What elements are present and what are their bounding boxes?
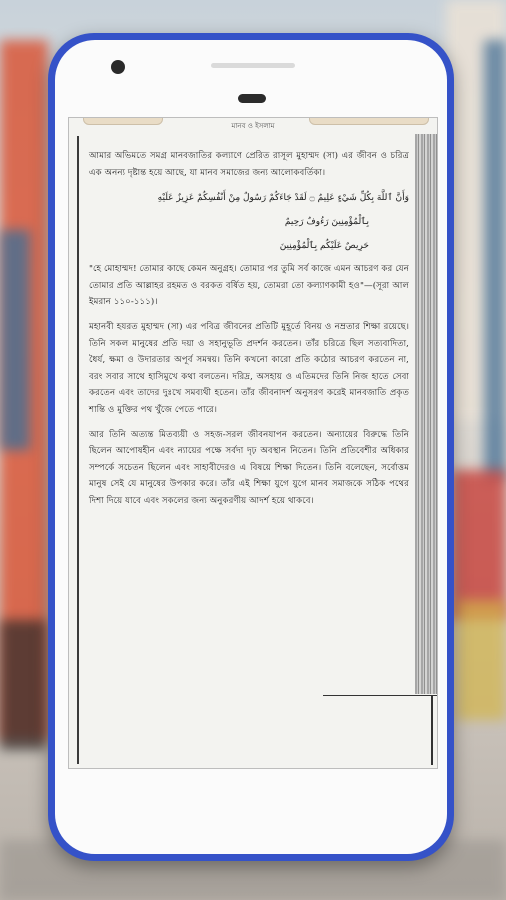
paragraph: আমার অভিমতে সমগ্র মানবজাতির কল্যাণে প্রেরিত রাসূল মুহাম্মদ (সা) এর জীবন ও চরিত্র এক অনন্য দৃষ্টান্ত হয়ে আছে, যা মানব সমাজের জন্য আলোকবর্তিকা। [89,151,409,178]
background-blur [0,620,46,750]
background-blur [484,40,506,480]
arabic-verse: حَرِيصٌ عَلَيْكُم بِٱلْمُؤْمِنِينَ [279,241,369,252]
front-camera-icon [111,60,125,74]
page-margin-rule [77,136,79,764]
paragraph: "হে মোহাম্মদ! তোমার কাছে কেমন অনুগ্রহ। তোমার পর তুমি সর্ব কাজে এমন আচরণ কর যেন তোমার প্রতি আল্লাহর রহমত ও বরকত বর্ষিত হয়, তোমরা তো কল্যাণকামী হও"—(সূরা আল ইমরান ১১০-১১১)। [89,264,409,308]
arabic-verse: بِٱلْمُؤْمِنِينَ رَءُوفٌ رَحِيمٌ [284,217,369,228]
paragraph: আর তিনি অত্যন্ত মিতব্যয়ী ও সহজ-সরল জীবনযাপন করতেন। অন্যায়ের বিরুদ্ধে তিনি ছিলেন আপোষহীন এবং ন্যায়ের পক্ষে সর্বদা দৃঢ় অবস্থান নিতেন। তিনি প্রতিবেশীর অধিকার সম্পর্কে সচেতন ছিলেন এবং সাহাবীদেরও এ বিষয়ে শিক্ষা দিতেন। তিনি বলেছেন, সর্বোত্তম মানুষ সেই যে মানুষের উপকার করে। তাঁর এই শিক্ষা যুগে যুগে মানব সমাজকে সঠিক পথের দিশা দিয়ে যাবে এবং সকলের জন্য অনুকরণীয় আদর্শ হয়ে থাকবে। [89,429,409,506]
page-body [89,148,409,518]
scan-edge-shadow [415,134,437,694]
background-blur [456,600,506,720]
background-blur [0,230,30,450]
page-header: মানব ও ইসলাম [231,122,275,130]
paragraph: মহানবী হযরত মুহাম্মদ (সা) এর পবিত্র জীবনের প্রতিটি মুহূর্তে বিনয় ও নম্রতার শিক্ষা রয়েছে। তিনি সকল মানুষের প্রতি দয়া ও সহানুভূতি প্রদর্শন করতেন। তাঁর চরিত্রে ছিল সত্যবাদিতা, ধৈর্য, ক্ষমা ও উদারতার অপূর্ব সমন্বয়। তিনি কখনো কারো প্রতি কঠোর আচরণ করতেন না, বরং সবার সাথে হাসিমুখে কথা বলতেন। দরিদ্র, অসহায় ও এতিমদের তিনি নিজ হাতে সেবা করতেন এবং তাদের দুঃখে সমব্যথী হতেন। তাঁর জীবনাদর্শ অনুসরণ করেই মানবজাতি প্রকৃত শান্তি ও মুক্তির পথ খুঁজে পেতে পারে। [89,321,409,415]
page-box-border [323,695,437,696]
background-blur [452,470,506,620]
earpiece-speaker [211,63,295,68]
page-box-border [431,695,433,765]
scanned-page-viewer[interactable] [68,117,438,769]
arabic-verse: وَأَنَّ ٱللَّهَ بِكُلِّ شَيْءٍ عَلِيمٌ ۝ لَقَدْ جَاءَكُمْ رَسُولٌ مِنْ أَنْفُسِكُمْ عَزِيزٌ عَلَيْهِ [157,193,409,204]
proximity-sensor [238,94,266,103]
